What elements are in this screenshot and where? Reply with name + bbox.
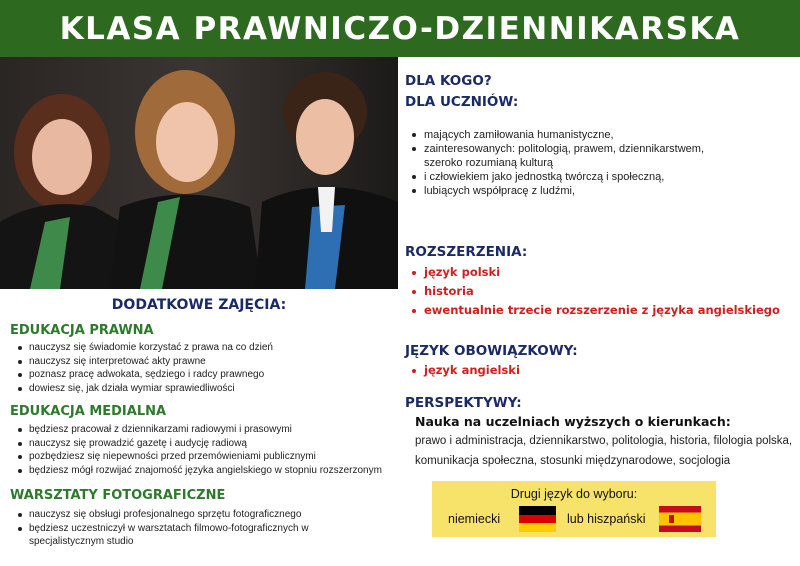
list-item: poznasz pracę adwokata, sędziego i radcy prawnego [18, 368, 273, 382]
list-item: lubiących współpracę z ludźmi, [412, 184, 712, 198]
info-column [398, 57, 800, 566]
spanish-label: lub hiszpański [567, 512, 646, 526]
extensions-list [412, 263, 780, 320]
list-item: nauczysz się prowadzić gazetę i audycję radiową [18, 437, 382, 451]
students-photo [0, 57, 398, 289]
media-list [18, 423, 382, 477]
section-title-legal: EDUKACJA PRAWNA [10, 323, 154, 338]
list-item: pozbędziesz się niepewności przed przemówieniami publicznymi [18, 450, 382, 464]
list-item: mających zamiłowania humanistyczne, [412, 128, 712, 142]
for-whom-heading: DLA KOGO? [405, 73, 492, 89]
study-heading: Nauka na uczelniach wyższych o kierunkach: [415, 414, 731, 429]
list-item: będziesz uczestniczył w warsztatach filmowo-fotograficznych w specjalistycznym studio [18, 522, 318, 549]
list-item: ewentualnie trzecie rozszerzenie z języka angielskiego [412, 301, 780, 320]
students-list [412, 128, 712, 198]
list-item: nauczysz się obsługi profesjonalnego sprzętu fotograficznego [18, 508, 318, 522]
header-banner [0, 0, 800, 57]
legal-list [18, 341, 273, 395]
mandatory-list [412, 361, 520, 380]
for-students-heading: DLA UCZNIÓW: [405, 94, 519, 110]
list-item: nauczysz się świadomie korzystać z prawa na co dzień [18, 341, 273, 355]
extra-activities-title: DODATKOWE ZAJĘCIA: [111, 297, 287, 313]
section-title-media: EDUKACJA MEDIALNA [10, 404, 167, 419]
study-fields: prawo i administracja, dziennikarstwo, politologia, historia, filologia polska, komunikacja społeczna, stosunki międzynarodowe, socjologia [415, 435, 793, 467]
second-language-box [432, 481, 716, 537]
list-item: język angielski [412, 361, 520, 380]
section-title-photo: WARSZTATY FOTOGRAFICZNE [10, 488, 226, 503]
page-title: KLASA PRAWNICZO-DZIENNIKARSKA [59, 10, 741, 47]
german-flag-icon [519, 506, 556, 532]
second-language-title: Drugi język do wyboru: [510, 487, 638, 501]
extra-activities [0, 289, 398, 566]
list-item: historia [412, 282, 780, 301]
students-photo-illustration [0, 57, 398, 289]
mandatory-heading: JĘZYK OBOWIĄZKOWY: [405, 343, 578, 359]
german-label: niemiecki [448, 512, 501, 526]
list-item: nauczysz się interpretować akty prawne [18, 355, 273, 369]
spanish-flag-icon [659, 506, 701, 532]
list-item: język polski [412, 263, 780, 282]
list-item: dowiesz się, jak działa wymiar sprawiedliwości [18, 382, 273, 396]
extensions-heading: ROZSZERZENIA: [405, 244, 528, 260]
photo-list [18, 508, 318, 549]
prospects-heading: PERSPEKTYWY: [405, 395, 522, 411]
list-item: zainteresowanych: politologią, prawem, dziennikarstwem, szeroko rozumianą kulturą [412, 142, 712, 170]
list-item: będziesz pracował z dziennikarzami radiowymi i prasowymi [18, 423, 382, 437]
list-item: i człowiekiem jako jednostką twórczą i społeczną, [412, 170, 712, 184]
list-item: będziesz mógł rozwijać znajomość języka angielskiego w stopniu rozszerzonym [18, 464, 382, 478]
